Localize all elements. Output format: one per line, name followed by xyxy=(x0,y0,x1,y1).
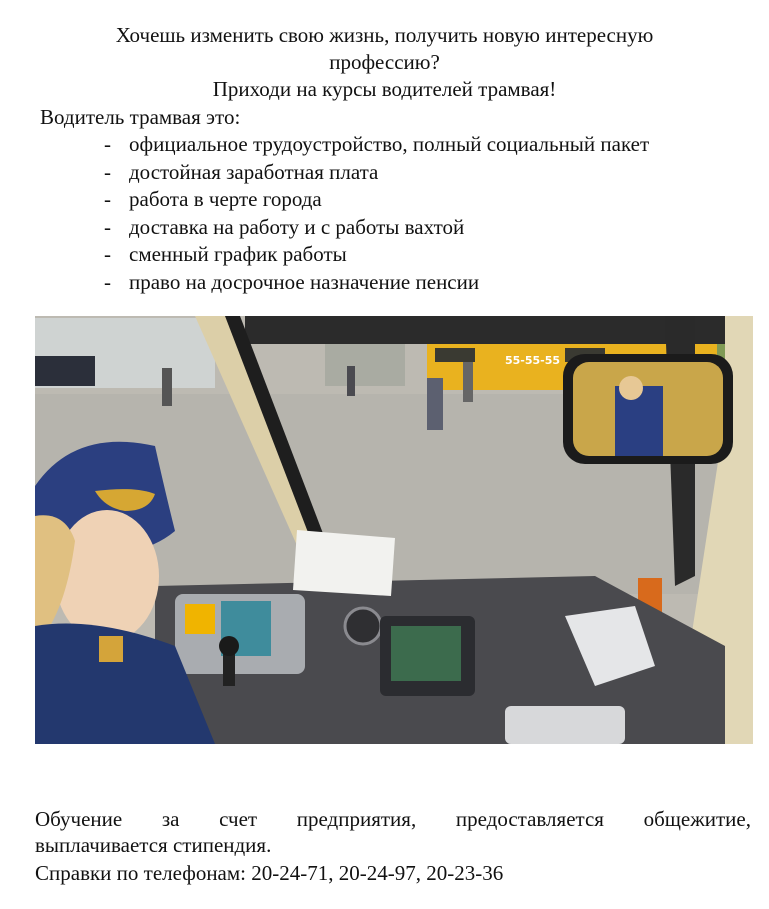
headline-line-3: Приходи на курсы водителей трамвая! xyxy=(212,77,557,101)
intro-text: Водитель трамвая это: xyxy=(40,105,241,129)
schedule-sheet xyxy=(293,530,395,596)
dash-bullet: - xyxy=(104,269,111,294)
dash-bullet: - xyxy=(104,159,111,184)
driver-face xyxy=(55,510,159,642)
dash-bullet: - xyxy=(104,214,111,239)
tram-number: 55-55-55 xyxy=(505,354,561,367)
training-info: Обучение за счет предприятия, предоставляется общежитие, xyxy=(35,807,751,831)
dash-bullet: - xyxy=(104,132,111,156)
headline-line-2: профессию? xyxy=(329,50,440,74)
tram-cabin-photo xyxy=(35,316,753,744)
dash-bullet: - xyxy=(104,242,111,267)
stipend-info: выплачивается стипендия. xyxy=(35,833,272,857)
dash-bullet: - xyxy=(104,187,111,212)
headline-line-1: Хочешь изменить свою жизнь, получить новую интересную xyxy=(115,23,654,47)
contact-phones: Справки по телефонам: 20-24-71, 20-24-97, 20-23-36 xyxy=(35,861,504,885)
